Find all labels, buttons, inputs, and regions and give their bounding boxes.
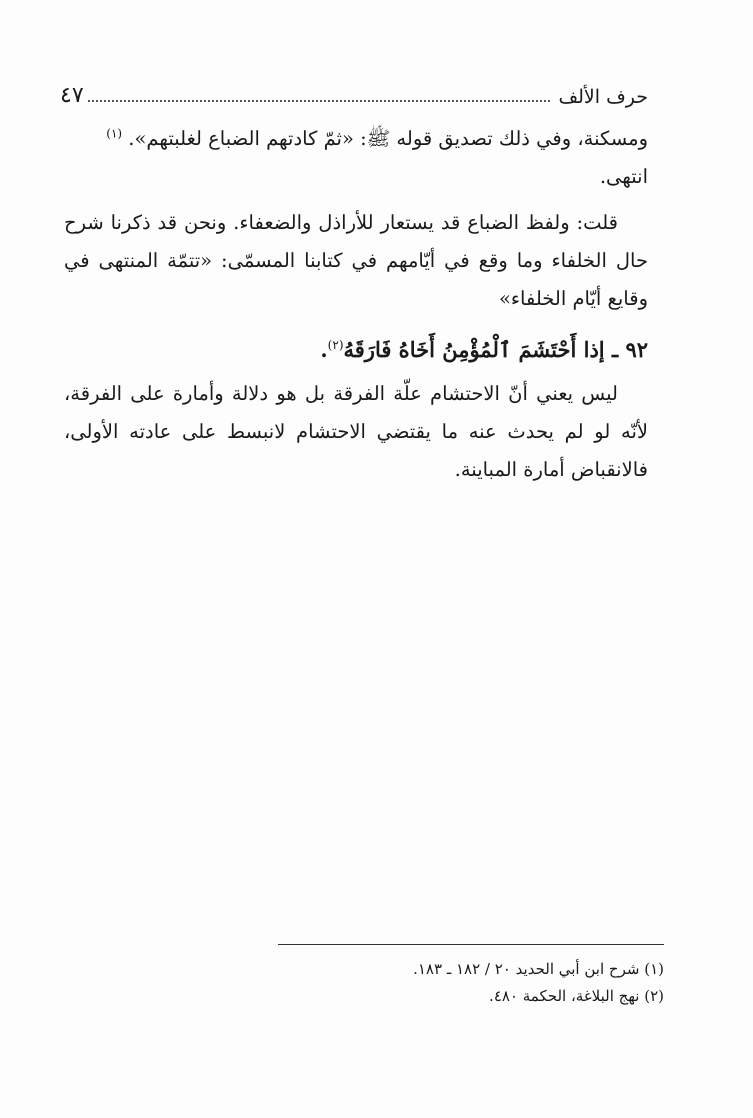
- paragraph-text: ومسكنة، وفي ذلك تصديق قوله ﷺ: «ثمّ كادتهم الضباع لغلبتهم».: [128, 127, 648, 150]
- paragraph-continuation: [64, 120, 648, 196]
- paragraph-explanation: ليس يعني أنّ الاحتشام علّة الفرقة بل هو دلالة وأمارة على الفرقة، لأنّه لو لم يحدث عنه ما يقتضي الاحتشام لانبسط على عادته الأولى، فالانقباض أمارة المباينة.: [64, 382, 648, 481]
- footnotes: [64, 956, 664, 1010]
- footnote-text: شرح ابن أبي الحديد ٢٠ / ١٨٢ ـ ١٨٣.: [413, 960, 640, 978]
- footnote-item: [64, 956, 664, 983]
- footnote-ref: (١): [644, 960, 664, 978]
- chapter-title: حرف الألف: [558, 86, 648, 108]
- footnote-ref-1: (١): [106, 126, 123, 141]
- running-header: [60, 74, 648, 108]
- footnote-ref-2: (٢): [327, 338, 344, 352]
- paragraph-text-end: انتهى.: [599, 165, 648, 188]
- footnote-divider: [278, 944, 664, 945]
- saying-heading: [64, 332, 648, 368]
- saying-text: إذا أَحْتَشَمَ ٱلْمُؤْمِنُ أَخَاهُ فَارَقَهُ: [343, 337, 605, 362]
- footnote-item: [64, 983, 664, 1010]
- page-number: ٤٧: [60, 83, 84, 108]
- paragraph-commentary: قلت: ولفظ الضباع قد يستعار للأراذل والضعفاء. ونحن قد ذكرنا شرح حال الخلفاء وما وقع في أيّامهم في كتابنا المسمّى: «تتمّة المنتهى في وقايع أيّام الخلفاء»: [64, 211, 648, 310]
- header-dot-leader: [88, 100, 551, 102]
- saying-end: .: [320, 337, 328, 362]
- footnote-ref: (٢): [644, 987, 664, 1005]
- saying-number: ٩٢ ـ: [611, 337, 648, 362]
- footnote-text: نهج البلاغة، الحكمة ٤٨٠.: [489, 987, 640, 1005]
